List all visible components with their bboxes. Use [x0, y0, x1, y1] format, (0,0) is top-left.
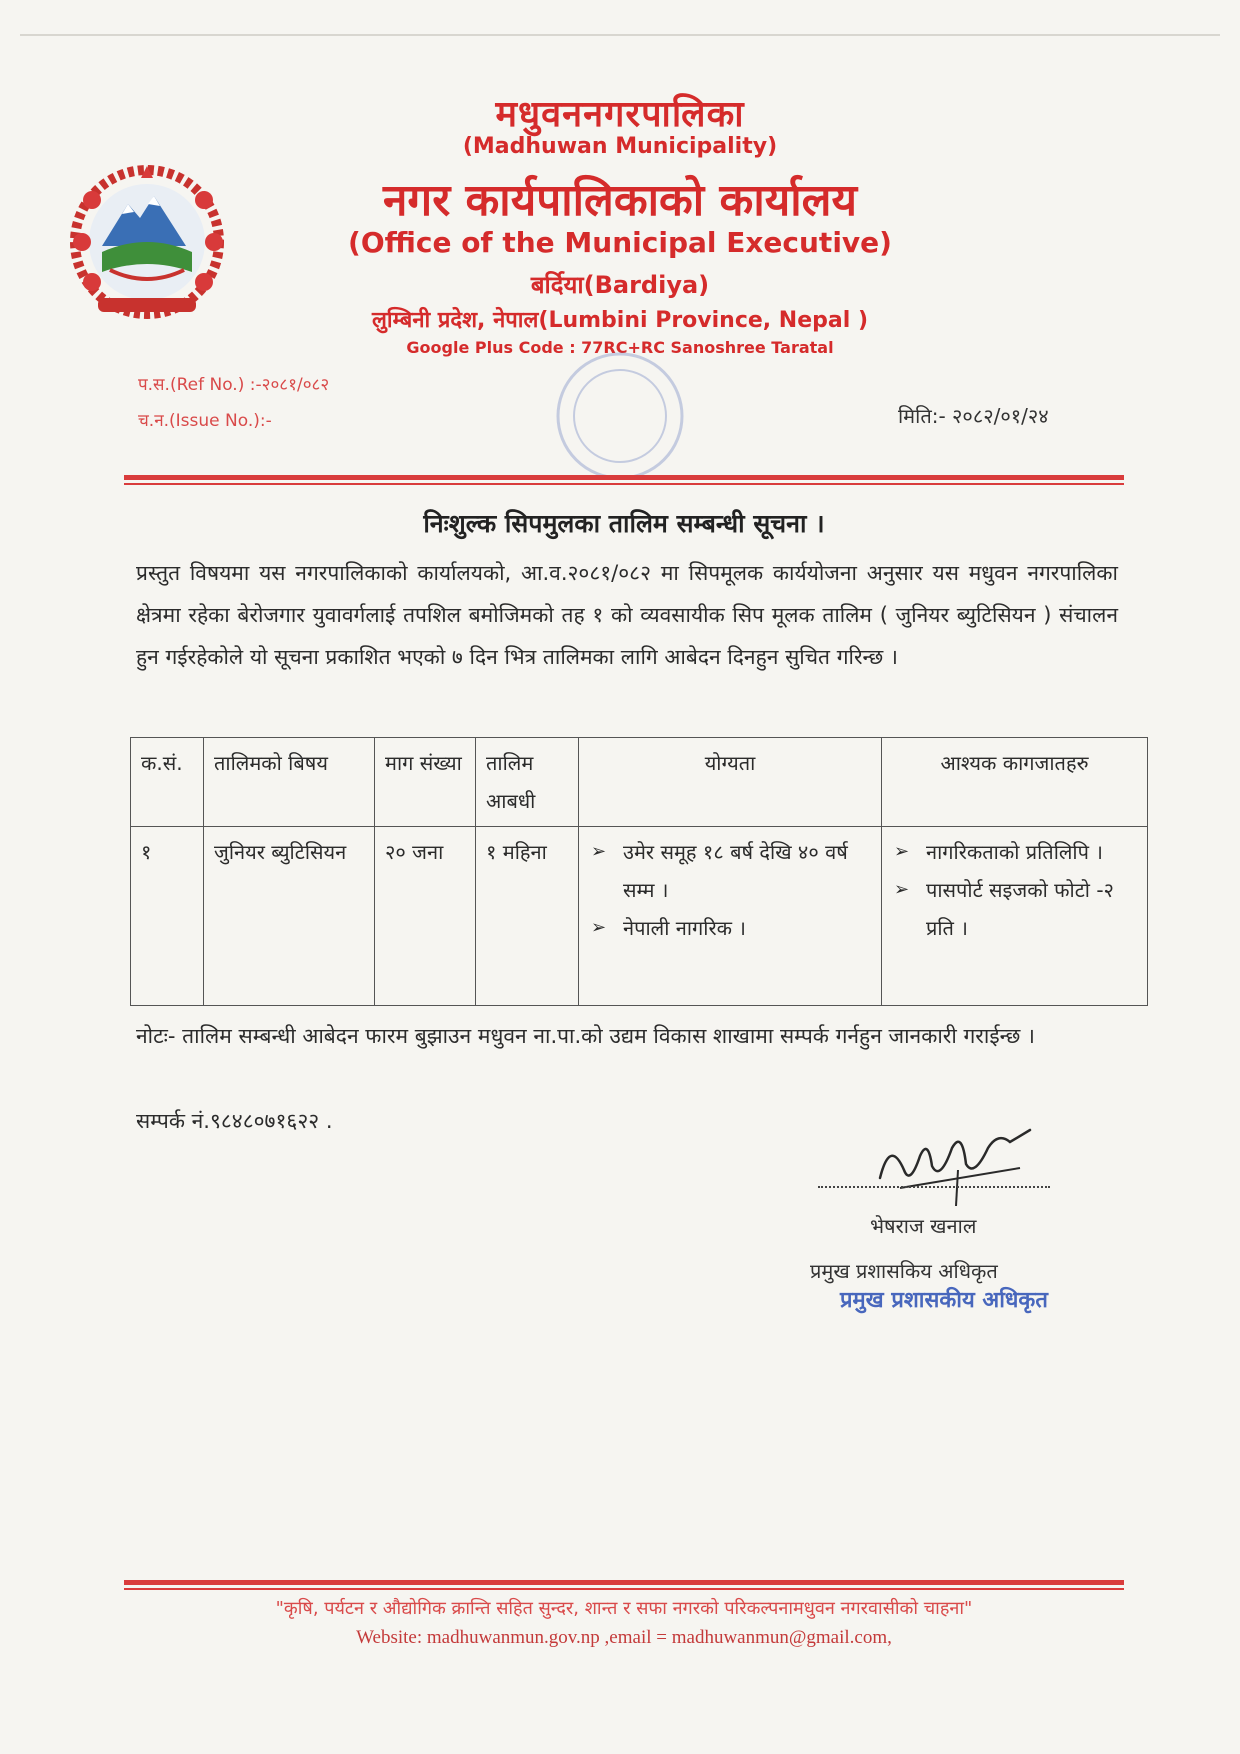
- office-name-english: (Office of the Municipal Executive): [348, 226, 892, 259]
- serial-number-cell: १: [131, 827, 204, 1006]
- municipality-name-nepali: मधुवननगरपालिका: [495, 94, 745, 135]
- scan-edge-line: [20, 34, 1220, 36]
- qualification-cell: [579, 827, 882, 1006]
- header-divider: [124, 475, 1124, 485]
- issue-number: च.न.(Issue No.):-: [138, 411, 272, 431]
- signatory-title: प्रमुख प्रशासकिय अधिकृत: [810, 1259, 998, 1283]
- table-header-cell: माग संख्या: [375, 738, 476, 827]
- table-header-cell: आश्यक कागजातहरु: [882, 738, 1148, 827]
- documents-cell: [882, 827, 1148, 1006]
- footer-divider: [124, 1580, 1124, 1590]
- notice-date: मिति:- २०८२/०१/२४: [898, 404, 1049, 428]
- footer-slogan: "कृषि, पर्यटन र औद्योगिक क्रान्ति सहित सुन्दर, शान्त र सफा नगरको परिकल्पनामधुवन नगरवासीको चाहना": [275, 1598, 973, 1619]
- footer-website: Website: madhuwanmun.gov.np ,email = madhuwanmun@gmail.com,: [356, 1627, 892, 1648]
- document-item: ➢ नागरिकताको प्रतिलिपि ।: [926, 833, 1137, 871]
- notice-title: निःशुल्क सिपमुलका तालिम सम्बन्धी सूचना ।: [423, 509, 825, 538]
- training-subject-cell: जुनियर ब्युटिसियन: [204, 827, 375, 1006]
- table-row: [131, 827, 1148, 1006]
- table-header-row: [131, 738, 1148, 827]
- notice-body: प्रस्तुत विषयमा यस नगरपालिकाको कार्यालयको, आ.व.२०८१/०८२ मा सिपमूलक कार्ययोजना अनुसार यस मधुवन नगरपालिका क्षेत्रमा रहेका बेरोजगार युवावर्गलाई तपशिल बमोजिमको तह १ को व्यवसायीक सिप मूलक तालिम ( जुनियर ब्युटिसियन ) संचालन हुन गईरहेकोले यो सूचना प्रकाशित भएको ७ दिन भित्र तालिमका लागि आबेदन दिनहुन सुचित गरिन्छ ।: [136, 561, 1118, 669]
- reference-number: प.स.(Ref No.) :-२०८१/०८२: [138, 375, 330, 395]
- duration-cell: १ महिना: [476, 827, 579, 1006]
- document-item: ➢ पासपोर्ट सइजको फोटो -२ प्रति ।: [926, 871, 1137, 947]
- training-table: [130, 737, 1148, 1006]
- district-name: बर्दिया(Bardiya): [530, 271, 710, 299]
- signatory-stamp: प्रमुख प्रशासकीय अधिकृत: [840, 1288, 1048, 1313]
- nepal-emblem-icon: [58, 160, 236, 320]
- municipality-name-english: (Madhuwan Municipality): [462, 134, 778, 159]
- note-text: नोटः- तालिम सम्बन्धी आबेदन फारम बुझाउन मधुवन ना.पा.को उद्यम विकास शाखामा सम्पर्क गर्नहुन जानकारी गराईन्छ ।: [136, 1024, 1035, 1048]
- office-name-nepali: नगर कार्यपालिकाको कार्यालय: [383, 175, 857, 226]
- table-header-cell: तालिमको बिषय: [204, 738, 375, 827]
- signatory-name: भेषराज खनाल: [870, 1214, 977, 1238]
- plus-code: Google Plus Code : 77RC+RC Sanoshree Taratal: [406, 338, 834, 357]
- contact-number: सम्पर्क नं.९८४८०७१६२२ .: [136, 1109, 333, 1133]
- province-name: लुम्बिनी प्रदेश, नेपाल(Lumbini Province, Nepal ): [372, 308, 868, 333]
- table-header-cell: क.सं.: [131, 738, 204, 827]
- demand-count-cell: २० जना: [375, 827, 476, 1006]
- qualification-item: ➢ उमेर समूह १८ बर्ष देखि ४० वर्ष सम्म ।: [623, 833, 871, 909]
- signature-icon: [870, 1108, 1040, 1208]
- signature-line: [818, 1186, 1050, 1188]
- table-header-cell: तालिम आबधी: [476, 738, 579, 827]
- office-seal-icon: [530, 350, 710, 490]
- qualification-item: ➢ नेपाली नागरिक ।: [623, 909, 871, 947]
- table-header-cell: योग्यता: [579, 738, 882, 827]
